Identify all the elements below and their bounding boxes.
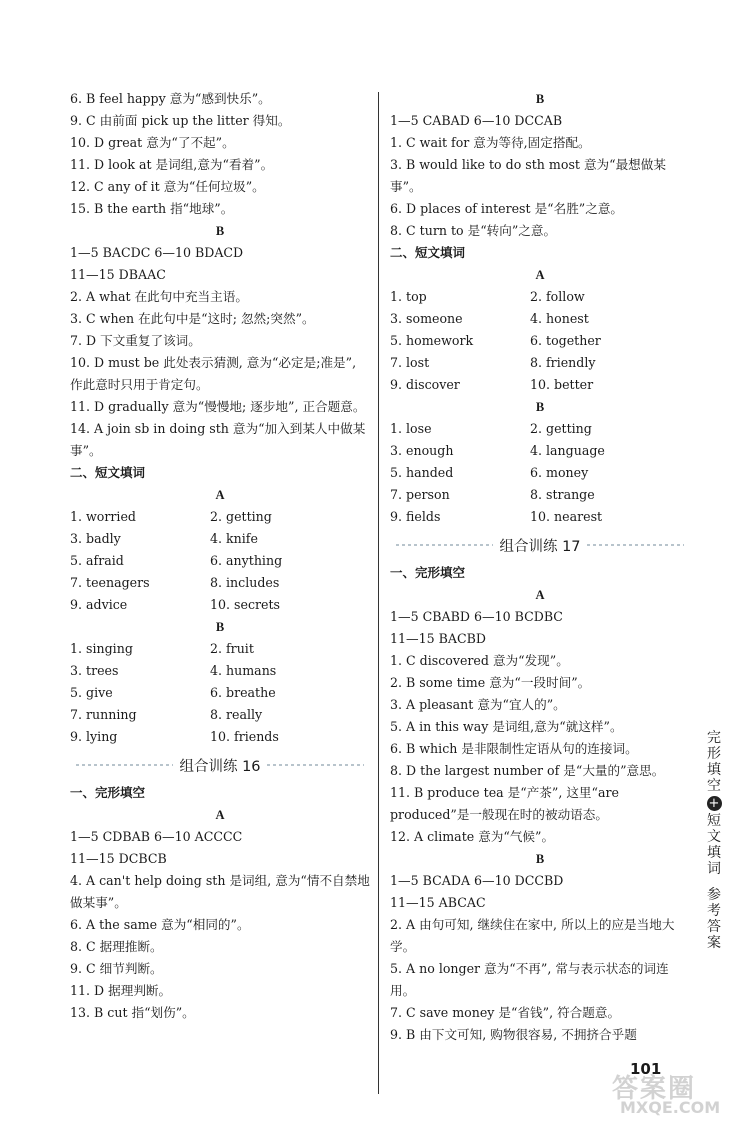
word-answer: 3. badly bbox=[70, 531, 121, 546]
answer-explanation: 2. B some time 意为“一段时间”。 bbox=[390, 675, 591, 690]
word-answer: 6. together bbox=[530, 333, 601, 348]
word-answer: 1. worried bbox=[70, 509, 136, 524]
word-answer: 10. nearest bbox=[530, 509, 603, 524]
word-answer: 9. advice bbox=[70, 597, 128, 612]
word-answer: 8. really bbox=[210, 707, 263, 722]
answer-key-rows bbox=[70, 826, 370, 870]
answer-explanation: 12. A climate 意为“气候”。 bbox=[390, 829, 555, 844]
answer-explanation: 3. C when 在此句中是“这时; 忽然;突然”。 bbox=[70, 311, 315, 326]
unit-heading bbox=[70, 748, 370, 782]
answer-explanation: 2. A what 在此句中充当主语。 bbox=[70, 289, 248, 304]
subsection-label: A bbox=[215, 488, 225, 502]
watermark-logo: 答案圈 bbox=[612, 1074, 697, 1104]
left-column bbox=[70, 88, 370, 1024]
word-answer: 10. better bbox=[530, 377, 594, 392]
word-answer: 2. getting bbox=[210, 509, 272, 524]
answer-key-row: 1—5 CDBAB 6—10 ACCCC bbox=[70, 829, 243, 844]
answer-explanation: 11. B produce tea 是“产茶”, 这里“are produced”是一般现在时的被动语态。 bbox=[390, 785, 619, 822]
word-answer: 8. friendly bbox=[530, 355, 596, 370]
word-answer: 6. money bbox=[530, 465, 589, 480]
explanation-list bbox=[70, 286, 370, 462]
word-answer: 1. lose bbox=[390, 421, 432, 436]
word-answer: 3. enough bbox=[390, 443, 454, 458]
explanation-list bbox=[390, 132, 690, 242]
answer-explanation: 1. C wait for 意为等待,固定搭配。 bbox=[390, 135, 591, 150]
answer-explanation: 7. C save money 是“省钱”, 符合题意。 bbox=[390, 1005, 621, 1020]
word-answer: 1. singing bbox=[70, 641, 133, 656]
word-answer: 10. secrets bbox=[210, 597, 280, 612]
word-answer: 4. humans bbox=[210, 663, 277, 678]
explanation-list bbox=[390, 650, 690, 848]
answer-explanation: 6. B feel happy 意为“感到快乐”。 bbox=[70, 91, 271, 106]
answer-explanation: 8. C 据理推断。 bbox=[70, 939, 163, 954]
answer-key-rows bbox=[390, 110, 690, 132]
answer-explanation: 9. C 细节判断。 bbox=[70, 961, 163, 976]
word-answer: 10. friends bbox=[210, 729, 279, 744]
word-answer: 7. running bbox=[70, 707, 137, 722]
page-number: 101 bbox=[630, 1060, 662, 1078]
section-heading: 一、完形填空 bbox=[390, 565, 466, 580]
word-answer: 6. breathe bbox=[210, 685, 276, 700]
right-column bbox=[390, 88, 690, 1046]
word-answer: 4. language bbox=[530, 443, 605, 458]
subsection-label: B bbox=[535, 92, 545, 106]
explanation-list bbox=[70, 870, 370, 1024]
heading-decoration bbox=[587, 544, 684, 546]
answer-explanation: 6. D places of interest 是“名胜”之意。 bbox=[390, 201, 624, 216]
answer-explanation: 11. D 据理判断。 bbox=[70, 983, 172, 998]
answer-key-rows bbox=[390, 606, 690, 650]
section-heading: 一、完形填空 bbox=[70, 785, 146, 800]
answer-explanation: 1. C discovered 意为“发现”。 bbox=[390, 653, 569, 668]
answer-explanation: 5. A no longer 意为“不再”, 常与表示状态的词连用。 bbox=[390, 961, 669, 998]
answer-explanation: 8. D the largest number of 是“大量的”意思。 bbox=[390, 763, 665, 778]
word-answer: 5. afraid bbox=[70, 553, 124, 568]
word-answer: 6. anything bbox=[210, 553, 283, 568]
answer-key-rows bbox=[70, 242, 370, 286]
word-answer: 5. handed bbox=[390, 465, 454, 480]
answer-explanation: 8. C turn to 是“转向”之意。 bbox=[390, 223, 557, 238]
answer-key-row: 11—15 ABCAC bbox=[390, 895, 486, 910]
subsection-label: A bbox=[215, 808, 225, 822]
answer-key-row: 1—5 BACDC 6—10 BDACD bbox=[70, 245, 244, 260]
answer-explanation: 4. A can't help doing sth 是词组, 意为“情不自禁地做某事”。 bbox=[70, 873, 370, 910]
word-answer: 9. discover bbox=[390, 377, 460, 392]
word-answer: 5. give bbox=[70, 685, 113, 700]
explanation-list bbox=[390, 914, 690, 1046]
answer-explanation: 13. B cut 指“划伤”。 bbox=[70, 1005, 195, 1020]
subsection-label: A bbox=[535, 268, 545, 282]
word-answer: 2. follow bbox=[530, 289, 585, 304]
word-answer: 2. fruit bbox=[210, 641, 254, 656]
answer-explanation: 7. D 下文重复了该词。 bbox=[70, 333, 201, 348]
word-answer: 2. getting bbox=[530, 421, 592, 436]
unit-title: 组合训练 16 bbox=[179, 758, 261, 775]
unit-title: 组合训练 17 bbox=[499, 538, 581, 555]
word-answer: 8. includes bbox=[210, 575, 280, 590]
answer-key-row: 1—5 CABAD 6—10 DCCAB bbox=[390, 113, 563, 128]
word-grid bbox=[390, 418, 690, 528]
side-tab-part2: 短文填词 bbox=[707, 813, 721, 877]
answer-explanation: 14. A join sb in doing sth 意为“加入到某人中做某事”。 bbox=[70, 421, 366, 458]
subsection-label: B bbox=[535, 400, 545, 414]
heading-decoration bbox=[267, 764, 364, 766]
side-tab-part3: 参考答案 bbox=[707, 887, 721, 951]
word-answer: 4. knife bbox=[210, 531, 258, 546]
answer-key-row: 11—15 DCBCB bbox=[70, 851, 167, 866]
answer-key-row: 1—5 BCADA 6—10 DCCBD bbox=[390, 873, 564, 888]
answer-explanation: 5. A in this way 是词组,意为“就这样”。 bbox=[390, 719, 623, 734]
subsection-label: B bbox=[215, 620, 225, 634]
word-answer: 7. teenagers bbox=[70, 575, 150, 590]
unit-heading bbox=[390, 528, 690, 562]
word-answer: 9. fields bbox=[390, 509, 441, 524]
answer-explanation: 3. A pleasant 意为“宜人的”。 bbox=[390, 697, 566, 712]
word-answer: 5. homework bbox=[390, 333, 474, 348]
answer-explanation: 10. D great 意为“了不起”。 bbox=[70, 135, 235, 150]
answer-key-row: 11—15 BACBD bbox=[390, 631, 486, 646]
answer-key-rows bbox=[390, 870, 690, 914]
word-answer: 8. strange bbox=[530, 487, 595, 502]
answer-explanation: 6. A the same 意为“相同的”。 bbox=[70, 917, 250, 932]
answer-explanation: 12. C any of it 意为“任何垃圾”。 bbox=[70, 179, 265, 194]
left-top-lines bbox=[70, 88, 370, 220]
answer-explanation: 10. D must be 此处表示猜测, 意为“必定是;准是”, 作此意时只用于肯定句。 bbox=[70, 355, 357, 392]
answer-explanation: 3. B would like to do sth most 意为“最想做某事”。 bbox=[390, 157, 666, 194]
answer-explanation: 2. A 由句可知, 继续住在家中, 所以上的应是当地大学。 bbox=[390, 917, 675, 954]
answer-explanation: 15. B the earth 指“地球”。 bbox=[70, 201, 234, 216]
word-answer: 4. honest bbox=[530, 311, 589, 326]
section-heading: 二、短文填词 bbox=[70, 465, 146, 480]
side-tab bbox=[703, 730, 725, 951]
answer-explanation: 6. B which 是非限制性定语从句的连接词。 bbox=[390, 741, 638, 756]
answer-explanation: 11. D gradually 意为“慢慢地; 逐步地”, 正合题意。 bbox=[70, 399, 366, 414]
word-grid bbox=[390, 286, 690, 396]
word-answer: 3. someone bbox=[390, 311, 463, 326]
plus-icon: + bbox=[707, 796, 722, 811]
word-answer: 7. person bbox=[390, 487, 450, 502]
watermark-url: MXQE.COM bbox=[620, 1098, 721, 1117]
column-divider bbox=[378, 92, 379, 1094]
word-answer: 7. lost bbox=[390, 355, 430, 370]
subsection-label: A bbox=[535, 588, 545, 602]
answer-key-row: 1—5 CBABD 6—10 BCDBC bbox=[390, 609, 563, 624]
word-answer: 3. trees bbox=[70, 663, 119, 678]
word-grid bbox=[70, 506, 370, 616]
word-grid bbox=[70, 638, 370, 748]
section-heading: 二、短文填词 bbox=[390, 245, 466, 260]
word-answer: 9. lying bbox=[70, 729, 118, 744]
answer-key-row: 11—15 DBAAC bbox=[70, 267, 166, 282]
answer-explanation: 11. D look at 是词组,意为“看着”。 bbox=[70, 157, 274, 172]
side-tab-part1: 完形填空 bbox=[707, 730, 721, 794]
heading-decoration bbox=[76, 764, 173, 766]
word-answer: 1. top bbox=[390, 289, 427, 304]
subsection-label: B bbox=[215, 224, 225, 238]
heading-decoration bbox=[396, 544, 493, 546]
subsection-label: B bbox=[535, 852, 545, 866]
answer-explanation: 9. B 由下文可知, 购物很容易, 不拥挤合乎题 bbox=[390, 1027, 637, 1042]
answer-explanation: 9. C 由前面 pick up the litter 得知。 bbox=[70, 113, 291, 128]
